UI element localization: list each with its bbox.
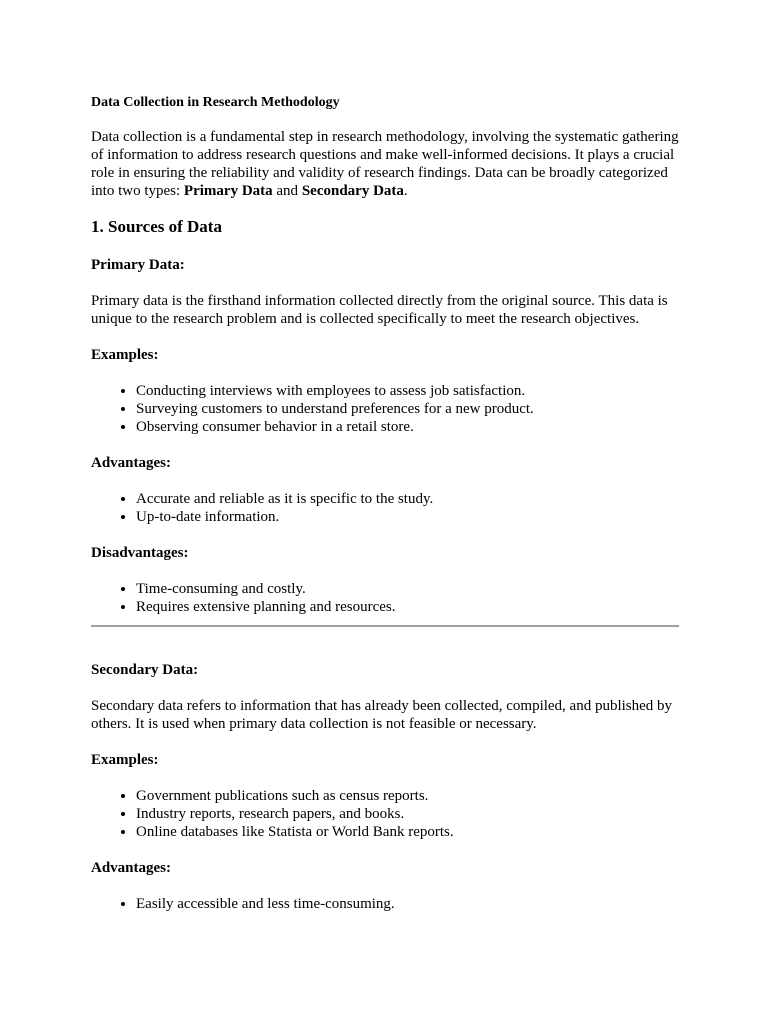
primary-data-heading: Primary Data: (91, 257, 185, 273)
secondary-advantages-list (91, 895, 681, 913)
primary-examples-list (91, 382, 681, 436)
intro-text-before: Data collection is a fundamental step in research methodology, involving the systematic gathering of information to address research questions and make well-informed decisions. It plays a crucial role in ensuring the reliability and validity of research findings. Data can be broadly categorized into two types: (91, 129, 679, 199)
intro-paragraph (91, 128, 681, 200)
list-item: • Up-to-date information. (136, 508, 681, 526)
horizontal-divider (91, 625, 679, 627)
secondary-examples-heading: Examples: (91, 752, 159, 768)
primary-examples-heading: Examples: (91, 347, 159, 363)
primary-data-description: Primary data is the firsthand information collected directly from the original source. This data is unique to the research problem and is collected specifically to meet the research objectives. (91, 293, 668, 327)
list-item: • Industry reports, research papers, and books. (136, 805, 681, 823)
intro-text-after: . (403, 183, 408, 199)
primary-disadvantages-list (91, 580, 681, 616)
section-heading: 1. Sources of Data (91, 217, 222, 236)
document-page (91, 94, 681, 931)
list-item: • Observing consumer behavior in a retail store. (136, 418, 681, 436)
list-item: • Government publications such as census reports. (136, 787, 681, 805)
secondary-data-heading: Secondary Data: (91, 662, 199, 678)
list-item: • Online databases like Statista or World Bank reports. (136, 823, 681, 841)
primary-advantages-heading: Advantages: (91, 455, 172, 471)
secondary-examples-list (91, 787, 681, 841)
primary-disadvantages-heading: Disadvantages: (91, 545, 189, 561)
primary-advantages-list (91, 490, 681, 526)
list-item: • Requires extensive planning and resources. (136, 598, 681, 616)
intro-text-middle: and (272, 183, 302, 199)
secondary-advantages-heading: Advantages: (91, 860, 172, 876)
list-item: • Conducting interviews with employees to assess job satisfaction. (136, 382, 681, 400)
intro-bold-primary: Primary Data (183, 183, 273, 199)
document-title: Data Collection in Research Methodology (91, 95, 340, 110)
list-item: • Easily accessible and less time-consuming. (136, 895, 681, 913)
list-item: • Time-consuming and costly. (136, 580, 681, 598)
secondary-data-description: Secondary data refers to information that has already been collected, compiled, and published by others. It is used when primary data collection is not feasible or necessary. (91, 698, 673, 732)
list-item: • Surveying customers to understand preferences for a new product. (136, 400, 681, 418)
intro-bold-secondary: Secondary Data (301, 183, 404, 199)
list-item: • Accurate and reliable as it is specific to the study. (136, 490, 681, 508)
